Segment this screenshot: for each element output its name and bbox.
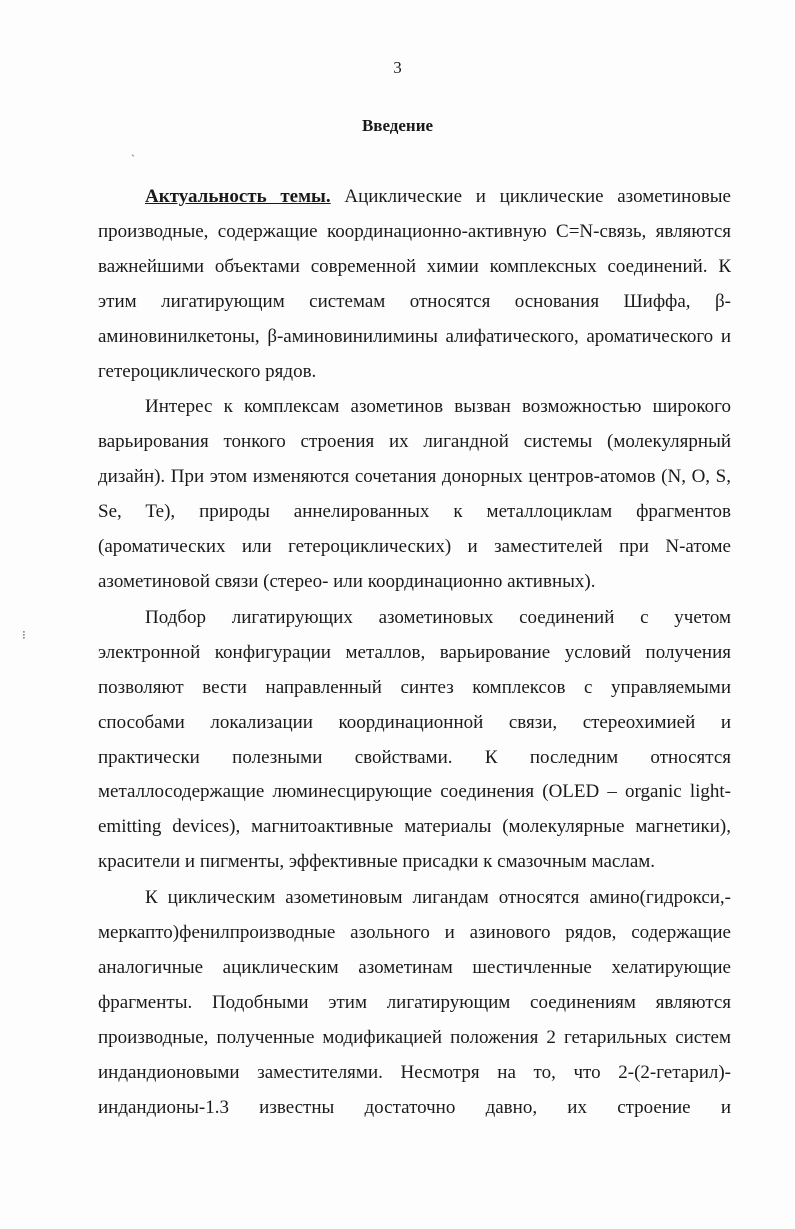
page-number: 3 bbox=[393, 58, 402, 77]
paragraph-interest: Интерес к комплексам азометинов вызван возможностью широкого варьирования тонкого строения их лигандной системы (молекулярный дизайн). При этом изменяются сочетания донорных центров-атомов (N, O, S, Se, Te), природы аннелированных к металлоциклам фрагментов (ароматических или гетероциклических) и заместителей при N-атоме азометиновой связи (стерео- или координационно активных). bbox=[98, 396, 731, 592]
paragraph-relevance bbox=[98, 180, 731, 389]
paragraph-selection: Подбор лигатирующих азометиновых соединений с учетом электронной конфигурации металлов, варьирование условий получения позволяют вести направленный синтез комплексов с управляемыми способами локализации координационной связи, стереохимией и практически полезными свойствами. К последним относятся металлосодержащие люминесцирующие соединения (OLED – organic light-emitting devices), магнитоактивные материалы (молекулярные магнетики), красители и пигменты, эффективные присадки к смазочным маслам. bbox=[98, 606, 731, 873]
paragraph-cyclic-ligands: К циклическим азометиновым лигандам относятся амино(гидрокси,-меркапто)фенилпроизводные азольного и азинового рядов, содержащие аналогичные ациклическим азометинам шестичленные хелатирующие фрагменты. Подобными этим лигатирующим соединениям являются производные, полученные модификацией положения 2 гетарильных систем индандионовыми заместителями. Несмотря на то, что 2-(2-гетарил)-индандионы-1.3 известны достаточно давно, их строение и bbox=[98, 887, 731, 1118]
scan-speck: ˋ bbox=[131, 152, 135, 166]
relevance-title: Актуальность темы. bbox=[145, 186, 331, 207]
scan-speck: ⁝ bbox=[22, 628, 26, 642]
section-heading: Введение bbox=[361, 116, 434, 135]
body-text bbox=[98, 180, 731, 1125]
relevance-text: Ациклические и циклические азометиновые производные, содержащие координационно-активную C=N-связь, являются важнейшими объектами современной химии комплексных соединений. К этим лигатирующим системам относятся основания Шиффа, β-аминовинилкетоны, β-аминовинилимины алифатического, ароматического и гетероциклического рядов. bbox=[98, 186, 731, 382]
